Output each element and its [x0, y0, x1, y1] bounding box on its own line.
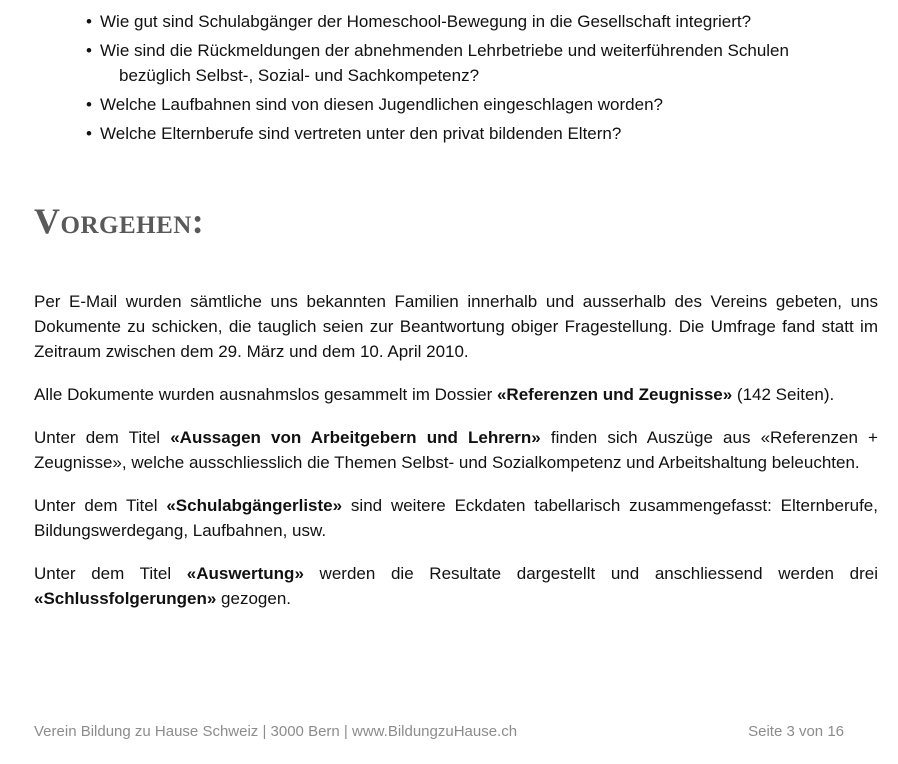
paragraph-dossier	[34, 382, 878, 407]
footer-organization: Verein Bildung zu Hause Schweiz | 3000 Bern | www.BildungzuHause.ch	[34, 723, 518, 740]
bold-title: «Aussagen von Arbeitgebern und Lehrern»	[170, 428, 541, 447]
list-item-text: Welche Laufbahnen sind von diesen Jugendlichen eingeschlagen worden?	[100, 95, 663, 114]
bullet-icon: •	[86, 124, 92, 143]
list-item	[86, 38, 878, 88]
body-text	[34, 289, 878, 629]
list-item-continuation: bezüglich Selbst-, Sozial- und Sachkompetenz?	[119, 66, 480, 85]
page-footer	[34, 723, 844, 740]
bold-title: «Auswertung»	[186, 564, 304, 583]
text-span: werden die Resultate dargestellt und anschliessend werden drei	[303, 564, 878, 583]
text-span: (142 Seiten).	[732, 385, 835, 404]
bold-title: «Schulabgängerliste»	[166, 496, 343, 515]
paragraph-statements	[34, 425, 878, 475]
bullet-icon: •	[86, 41, 92, 60]
section-heading: Vorgehen:	[34, 201, 205, 241]
bullet-icon: •	[86, 95, 92, 114]
paragraph-graduate-list	[34, 493, 878, 543]
text-span: Unter dem Titel	[34, 428, 171, 447]
text-span: finden sich Auszüge aus «Referenzen + Zeugnisse», welche ausschliesslich die Themen Selbst- und Sozialkompetenz und Arbeitshaltung beleuchten.	[34, 428, 878, 472]
paragraph-evaluation	[34, 561, 878, 611]
page-number: Seite 3 von 16	[748, 723, 844, 740]
list-item	[86, 121, 878, 146]
list-item-text: Wie sind die Rückmeldungen der abnehmenden Lehrbetriebe und weiterführenden Schulen	[100, 41, 789, 60]
list-item-text: Welche Elternberufe sind vertreten unter den privat bildenden Eltern?	[100, 124, 622, 143]
text-span: sind weitere Eckdaten tabellarisch zusammengefasst: Elternberufe, Bildungswerdegang, Laufbahnen, usw.	[34, 496, 878, 540]
bullet-icon: •	[86, 12, 92, 31]
text-span: Alle Dokumente wurden ausnahmslos gesammelt im Dossier	[34, 385, 497, 404]
list-item	[86, 92, 878, 117]
list-item	[86, 9, 878, 34]
bold-title: «Referenzen und Zeugnisse»	[496, 385, 733, 404]
text-span: gezogen.	[216, 589, 292, 608]
list-item-text: Wie gut sind Schulabgänger der Homeschool-Bewegung in die Gesellschaft integriert?	[100, 12, 752, 31]
text-span: Unter dem Titel	[34, 496, 167, 515]
text-span: Unter dem Titel	[34, 564, 187, 583]
paragraph-email-survey: Per E-Mail wurden sämtliche uns bekannten Familien innerhalb und ausserhalb des Vereins gebeten, uns Dokumente zu schicken, die tauglich seien zur Beantwortung obiger Fragestellung. Die Umfrage fand statt im Zeitraum zwischen dem 29. März und dem 10. April 2010.	[34, 292, 878, 361]
question-list	[86, 9, 878, 150]
bold-title: «Schlussfolgerungen»	[34, 589, 217, 608]
